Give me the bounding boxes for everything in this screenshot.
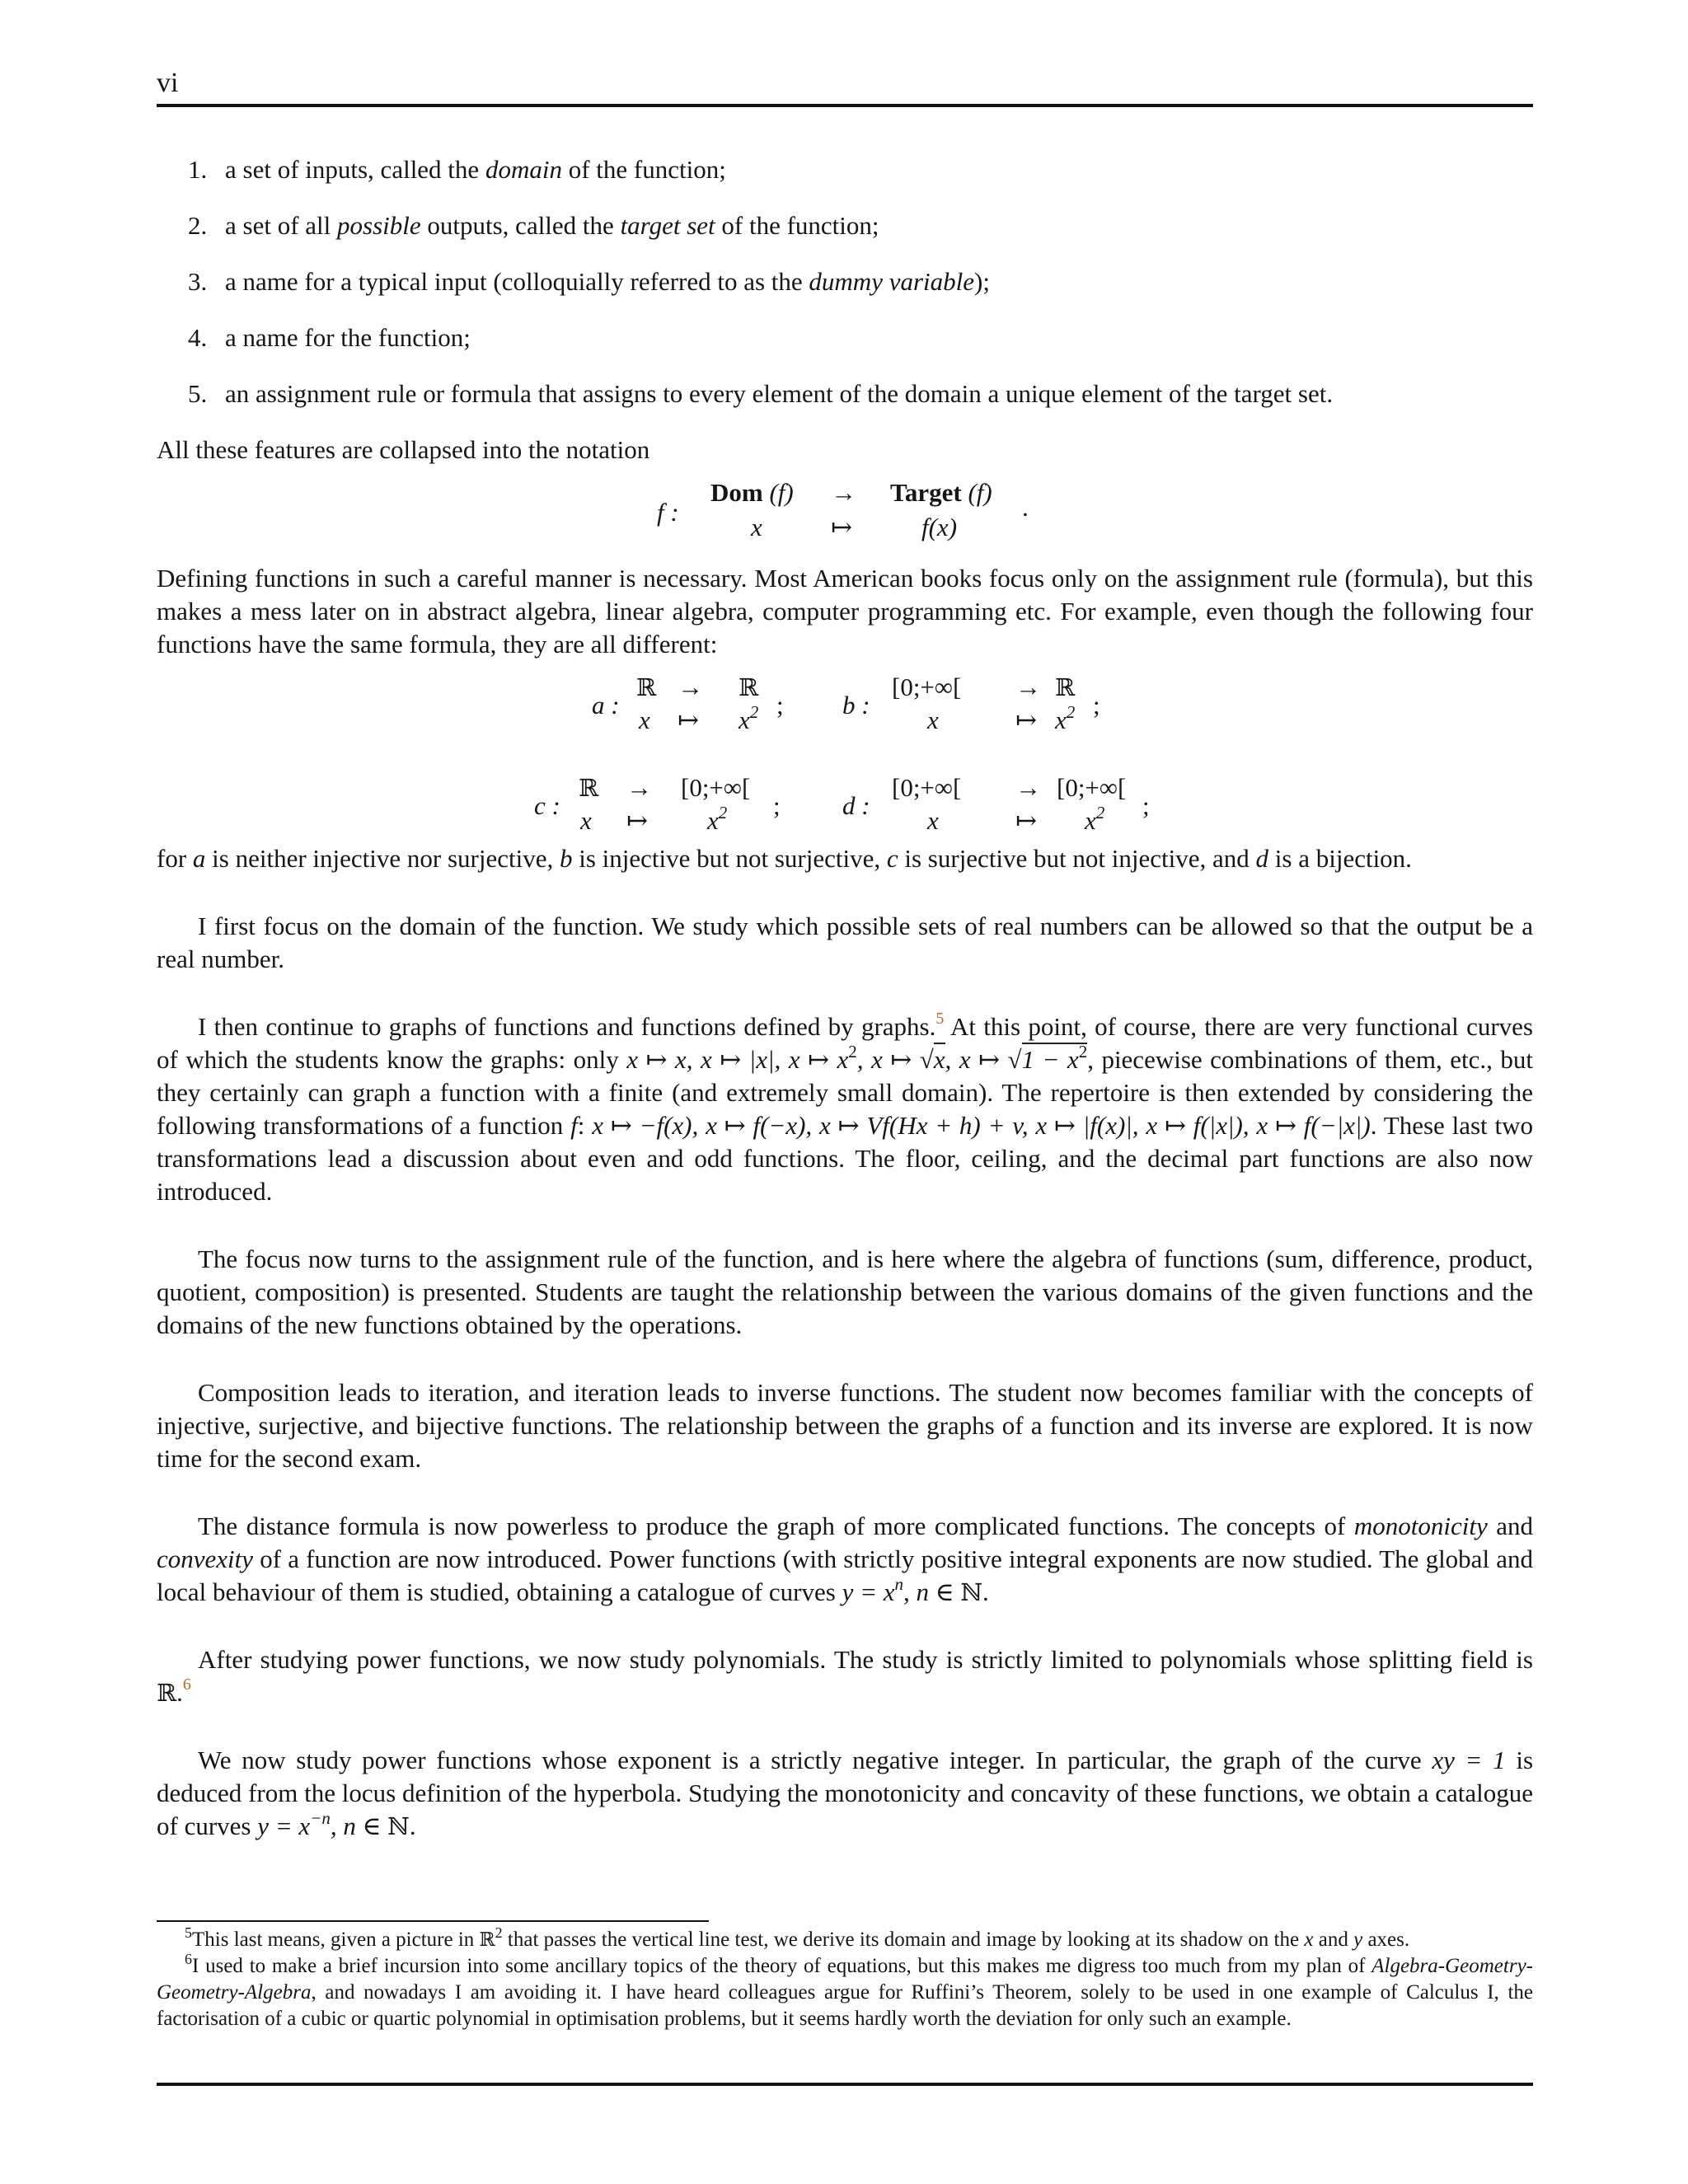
notation-mapsto: ↦ [831,513,852,541]
functions-display [157,661,1533,842]
notation-display [157,466,1533,554]
func-b-output: $x^2$ [1055,702,1076,734]
func-a-domain: ℝ [636,673,657,701]
para-injective: for a is neither injective nor surjective, b is injective but not surjective, c is surjective but not injective, and d is a bijection. [157,844,1412,873]
para-distance: The distance formula is now powerless to produce the graph of more complicated functions. The concepts of monotonicity and convexity of a function are now introduced. Power functions (with strictly positive integral exponents are now studied. The global and local behaviour of them is studied, obtaining a catalogue of curves $y = x^n$, n ∈ ℕ. [157,1511,1533,1606]
func-a-target: ℝ [738,673,759,701]
func-d-output: $x^2$ [1085,803,1105,835]
para-defining: Defining functions in such a careful manner is necessary. Most American books focus only on the assignment rule (formula), but this makes a mess later on in abstract algebra, linear algebra, computer programming etc. For example, even though the following four functions have the same formula, they are all different: [157,564,1533,658]
func-b-x: x [927,705,939,734]
func-c-target: [0;+∞[ [681,773,751,802]
func-c-domain: ℝ [579,774,599,802]
list-item: 5. an assignment rule or formula that assigns to every element of the domain a unique element of the target set. [188,379,1334,408]
notation-domain: Dom (f) [710,478,794,507]
func-d-domain: [0;+∞[ [892,773,962,802]
func-c-arrow: → [626,773,652,802]
para-graphs: I then continue to graphs of functions and functions defined by graphs.$^5$ At this point, of course, there are very functional curves of which the students know the graphs: only x ↦ x, x ↦ |x|, x ↦ $x^2$, x ↦ √x, x ↦ $√1 - x^2$, piecewise combinations of them, etc., but they certainly can graph a function with a finite (and extremely small domain). The repertoire is then extended by considering the following transformations of a function f: x ↦ −f(x), x ↦ f(−x), x ↦ Vf(Hx + h) + v, x ↦ |f(x)|, x ↦ f(|x|), x ↦ f(−|x|). These last two transformations lead a discussion about even and odd functions. The floor, ceiling, and the decimal part functions are also now introduced. [157,1010,1533,1206]
body-text [157,153,1533,1843]
para-focus: The focus now turns to the assignment rule of the function, and is here where the algebra of functions (sum, difference, product, quotient, composition) is presented. Students are taught the relationship between the various domains of the given functions and the domains of the new functions obtained by the operations. [157,1244,1533,1339]
para-composition: Composition leads to iteration, and iteration leads to inverse functions. The student now becomes familiar with the concepts of injective, surjective, and bijective functions. The relationship between the graphs of a function and its inverse are explored. It is now time for the second exam. [157,1378,1533,1473]
func-a-x: x [639,705,650,734]
func-b-arrow: → [1015,673,1041,701]
func-c-name: c : [534,791,560,820]
func-d-separator: ; [1142,791,1150,820]
notation-x: x [751,513,762,541]
footnote-ref-5[interactable]: 5 [935,1010,945,1028]
notation-arrow: → [831,478,856,507]
page-number: vi [157,68,179,98]
func-a-separator: ; [776,691,784,719]
func-b-target: ℝ [1055,673,1076,701]
footnote-ref-6[interactable]: 6 [182,1675,191,1694]
para-negative-powers: We now study power functions whose exponent is a strictly negative integer. In particular, the graph of the curve xy = 1 is deduced from the locus definition of the hyperbola. Studying the monotonicity and concavity of these functions, we obtain a catalogue of curves $y = x^{-n}$, n ∈ ℕ. [157,1746,1534,1840]
func-a-arrow: → [678,673,703,701]
header-rule [157,104,1533,107]
func-a-mapsto: ↦ [678,705,699,734]
func-b-mapsto: ↦ [1015,705,1037,734]
func-a-name: a : [592,691,620,719]
func-d-arrow: → [1015,773,1041,802]
func-d-mapsto: ↦ [1015,806,1037,835]
list-item: 1. a set of inputs, called the domain of the function; [188,155,726,184]
notation-fx: f(x) [921,513,958,541]
func-b-domain: [0;+∞[ [892,673,962,701]
func-b-name: b : [842,691,870,719]
func-d-x: x [927,806,939,835]
func-d-name: d : [842,791,870,820]
func-c-separator: ; [773,791,781,820]
footnotes [157,1924,1533,2032]
footnote-6: $^6$I used to make a brief incursion into some ancillary topics of the theory of equations, but this makes me digress too much from my plan of Algebra-Geometry-Geometry-Algebra, and nowadays I am avoiding it. I have heard colleagues argue for Ruffini’s Theorem, solely to be used in one example of Calculus I, the factorisation of a cubic or quartic polynomial in optimisation problems, but it seems hardly worth the deviation for only such an example. [157,1951,1533,2030]
func-b-separator: ; [1093,691,1100,719]
list-item: 2. a set of all possible outputs, called the target set of the function; [188,211,879,240]
para-domain: I first focus on the domain of the function. We study which possible sets of real numbers can be allowed so that the output be a real number. [157,912,1533,973]
notation-target: Target (f) [890,478,992,507]
list-item: 3. a name for a typical input (colloquially referred to as the dummy variable); [188,267,990,296]
func-d-target: [0;+∞[ [1057,773,1127,802]
notation-intro: All these features are collapsed into the notation [157,435,650,464]
feature-list [157,153,1533,410]
notation-period: . [1022,493,1029,522]
func-c-output: $x^2$ [707,803,728,835]
func-a-output: $x^2$ [738,702,759,734]
footer-rule [157,2083,1533,2086]
footnote-5: $^5$This last means, given a picture in ℝ$^2$ that passes the vertical line test, we derive its domain and image by looking at its shadow on the x and y axes. [185,1924,1410,1951]
list-item: 4. a name for the function; [188,323,471,352]
notation-fname: f : [657,498,679,527]
func-c-mapsto: ↦ [626,806,648,835]
para-polynomials: After studying power functions, we now study polynomials. The study is strictly limited to polynomials whose splitting field is ℝ.$^6$ [157,1645,1533,1707]
func-c-x: x [580,806,592,835]
footnote-rule [157,1920,709,1922]
